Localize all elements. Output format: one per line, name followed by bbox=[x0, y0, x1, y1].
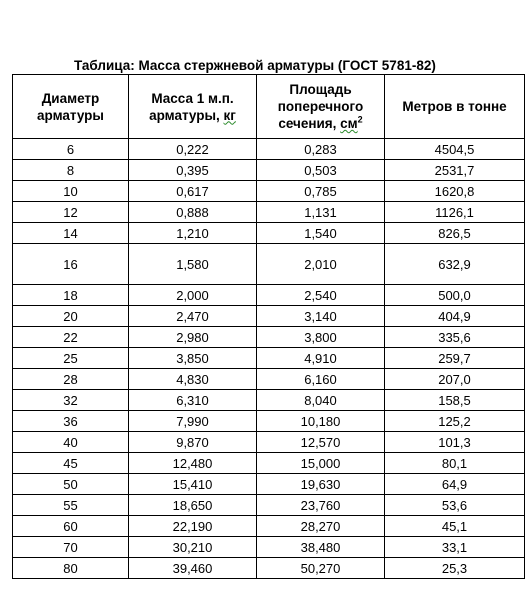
cell-diameter: 14 bbox=[13, 223, 129, 244]
cell-area: 15,000 bbox=[257, 453, 385, 474]
cell-diameter: 80 bbox=[13, 558, 129, 579]
table-row bbox=[13, 327, 525, 348]
cell-meters: 45,1 bbox=[385, 516, 525, 537]
header-area-line2: поперечного bbox=[277, 99, 364, 114]
table-title: Таблица: Масса стержневой арматуры (ГОСТ 5781-82) bbox=[74, 58, 436, 73]
cell-area: 12,570 bbox=[257, 432, 385, 453]
table-row bbox=[13, 306, 525, 327]
cell-area: 19,630 bbox=[257, 474, 385, 495]
cell-diameter: 8 bbox=[13, 160, 129, 181]
header-diameter bbox=[13, 75, 129, 139]
cell-diameter: 18 bbox=[13, 285, 129, 306]
cell-area: 3,800 bbox=[257, 327, 385, 348]
cell-diameter: 36 bbox=[13, 411, 129, 432]
cell-mass: 2,000 bbox=[129, 285, 257, 306]
cell-meters: 1620,8 bbox=[385, 181, 525, 202]
table-row bbox=[13, 516, 525, 537]
cell-area: 1,540 bbox=[257, 223, 385, 244]
header-area-line1: Площадь bbox=[289, 82, 352, 97]
cell-diameter: 55 bbox=[13, 495, 129, 516]
cell-area: 6,160 bbox=[257, 369, 385, 390]
cell-diameter: 25 bbox=[13, 348, 129, 369]
cell-meters: 101,3 bbox=[385, 432, 525, 453]
table-row bbox=[13, 474, 525, 495]
cell-area: 4,910 bbox=[257, 348, 385, 369]
header-area-unit-exponent: 2 bbox=[357, 114, 363, 125]
cell-area: 0,785 bbox=[257, 181, 385, 202]
cell-mass: 4,830 bbox=[129, 369, 257, 390]
table-row bbox=[13, 558, 525, 579]
cell-mass: 3,850 bbox=[129, 348, 257, 369]
header-diameter-line1: Диаметр bbox=[41, 90, 100, 106]
table-row bbox=[13, 390, 525, 411]
table-row bbox=[13, 411, 525, 432]
cell-mass: 2,470 bbox=[129, 306, 257, 327]
table-row bbox=[13, 202, 525, 223]
cell-area: 50,270 bbox=[257, 558, 385, 579]
table-row bbox=[13, 453, 525, 474]
table-row bbox=[13, 223, 525, 244]
cell-mass: 0,888 bbox=[129, 202, 257, 223]
cell-mass: 39,460 bbox=[129, 558, 257, 579]
header-mass-line2: арматуры, bbox=[149, 107, 224, 123]
table-header-row bbox=[13, 75, 525, 139]
cell-diameter: 6 bbox=[13, 139, 129, 160]
cell-mass: 9,870 bbox=[129, 432, 257, 453]
header-meters-per-ton: Метров в тонне bbox=[385, 75, 525, 139]
cell-diameter: 32 bbox=[13, 390, 129, 411]
cell-mass: 0,617 bbox=[129, 181, 257, 202]
cell-diameter: 45 bbox=[13, 453, 129, 474]
table-row bbox=[13, 285, 525, 306]
cell-diameter: 10 bbox=[13, 181, 129, 202]
cell-area: 8,040 bbox=[257, 390, 385, 411]
header-mass-line1: Масса 1 м.п. bbox=[151, 90, 234, 106]
cell-meters: 826,5 bbox=[385, 223, 525, 244]
cell-meters: 207,0 bbox=[385, 369, 525, 390]
cell-diameter: 20 bbox=[13, 306, 129, 327]
cell-area: 28,270 bbox=[257, 516, 385, 537]
cell-diameter: 16 bbox=[13, 244, 129, 285]
cell-mass: 30,210 bbox=[129, 537, 257, 558]
cell-mass: 1,210 bbox=[129, 223, 257, 244]
cell-diameter: 70 bbox=[13, 537, 129, 558]
table-row bbox=[13, 181, 525, 202]
cell-area: 23,760 bbox=[257, 495, 385, 516]
cell-meters: 125,2 bbox=[385, 411, 525, 432]
cell-diameter: 12 bbox=[13, 202, 129, 223]
cell-mass: 12,480 bbox=[129, 453, 257, 474]
cell-mass: 6,310 bbox=[129, 390, 257, 411]
cell-mass: 15,410 bbox=[129, 474, 257, 495]
cell-area: 10,180 bbox=[257, 411, 385, 432]
cell-mass: 22,190 bbox=[129, 516, 257, 537]
cell-diameter: 50 bbox=[13, 474, 129, 495]
header-area-line3: сечения, bbox=[278, 116, 341, 131]
cell-area: 2,010 bbox=[257, 244, 385, 285]
cell-meters: 2531,7 bbox=[385, 160, 525, 181]
header-mass-unit: кг bbox=[223, 107, 236, 123]
cell-meters: 632,9 bbox=[385, 244, 525, 285]
cell-diameter: 60 bbox=[13, 516, 129, 537]
cell-mass: 0,222 bbox=[129, 139, 257, 160]
cell-area: 38,480 bbox=[257, 537, 385, 558]
cell-meters: 158,5 bbox=[385, 390, 525, 411]
header-area bbox=[257, 75, 385, 139]
cell-mass: 1,580 bbox=[129, 244, 257, 285]
cell-diameter: 28 bbox=[13, 369, 129, 390]
cell-meters: 33,1 bbox=[385, 537, 525, 558]
table-row bbox=[13, 369, 525, 390]
cell-meters: 25,3 bbox=[385, 558, 525, 579]
cell-area: 0,503 bbox=[257, 160, 385, 181]
cell-diameter: 22 bbox=[13, 327, 129, 348]
cell-meters: 53,6 bbox=[385, 495, 525, 516]
table-row bbox=[13, 348, 525, 369]
cell-meters: 259,7 bbox=[385, 348, 525, 369]
cell-area: 0,283 bbox=[257, 139, 385, 160]
header-diameter-line2: арматуры bbox=[37, 107, 104, 123]
cell-meters: 4504,5 bbox=[385, 139, 525, 160]
table-row bbox=[13, 537, 525, 558]
table-row bbox=[13, 432, 525, 453]
header-area-unit: см bbox=[340, 116, 358, 131]
cell-mass: 2,980 bbox=[129, 327, 257, 348]
cell-meters: 335,6 bbox=[385, 327, 525, 348]
header-mass bbox=[129, 75, 257, 139]
table-row bbox=[13, 244, 525, 285]
table-row bbox=[13, 160, 525, 181]
cell-area: 1,131 bbox=[257, 202, 385, 223]
cell-meters: 64,9 bbox=[385, 474, 525, 495]
cell-area: 3,140 bbox=[257, 306, 385, 327]
cell-meters: 1126,1 bbox=[385, 202, 525, 223]
cell-area: 2,540 bbox=[257, 285, 385, 306]
table-row bbox=[13, 495, 525, 516]
cell-mass: 0,395 bbox=[129, 160, 257, 181]
cell-meters: 500,0 bbox=[385, 285, 525, 306]
cell-meters: 404,9 bbox=[385, 306, 525, 327]
rebar-mass-table bbox=[12, 74, 525, 579]
table-row bbox=[13, 139, 525, 160]
cell-meters: 80,1 bbox=[385, 453, 525, 474]
cell-diameter: 40 bbox=[13, 432, 129, 453]
cell-mass: 7,990 bbox=[129, 411, 257, 432]
cell-mass: 18,650 bbox=[129, 495, 257, 516]
